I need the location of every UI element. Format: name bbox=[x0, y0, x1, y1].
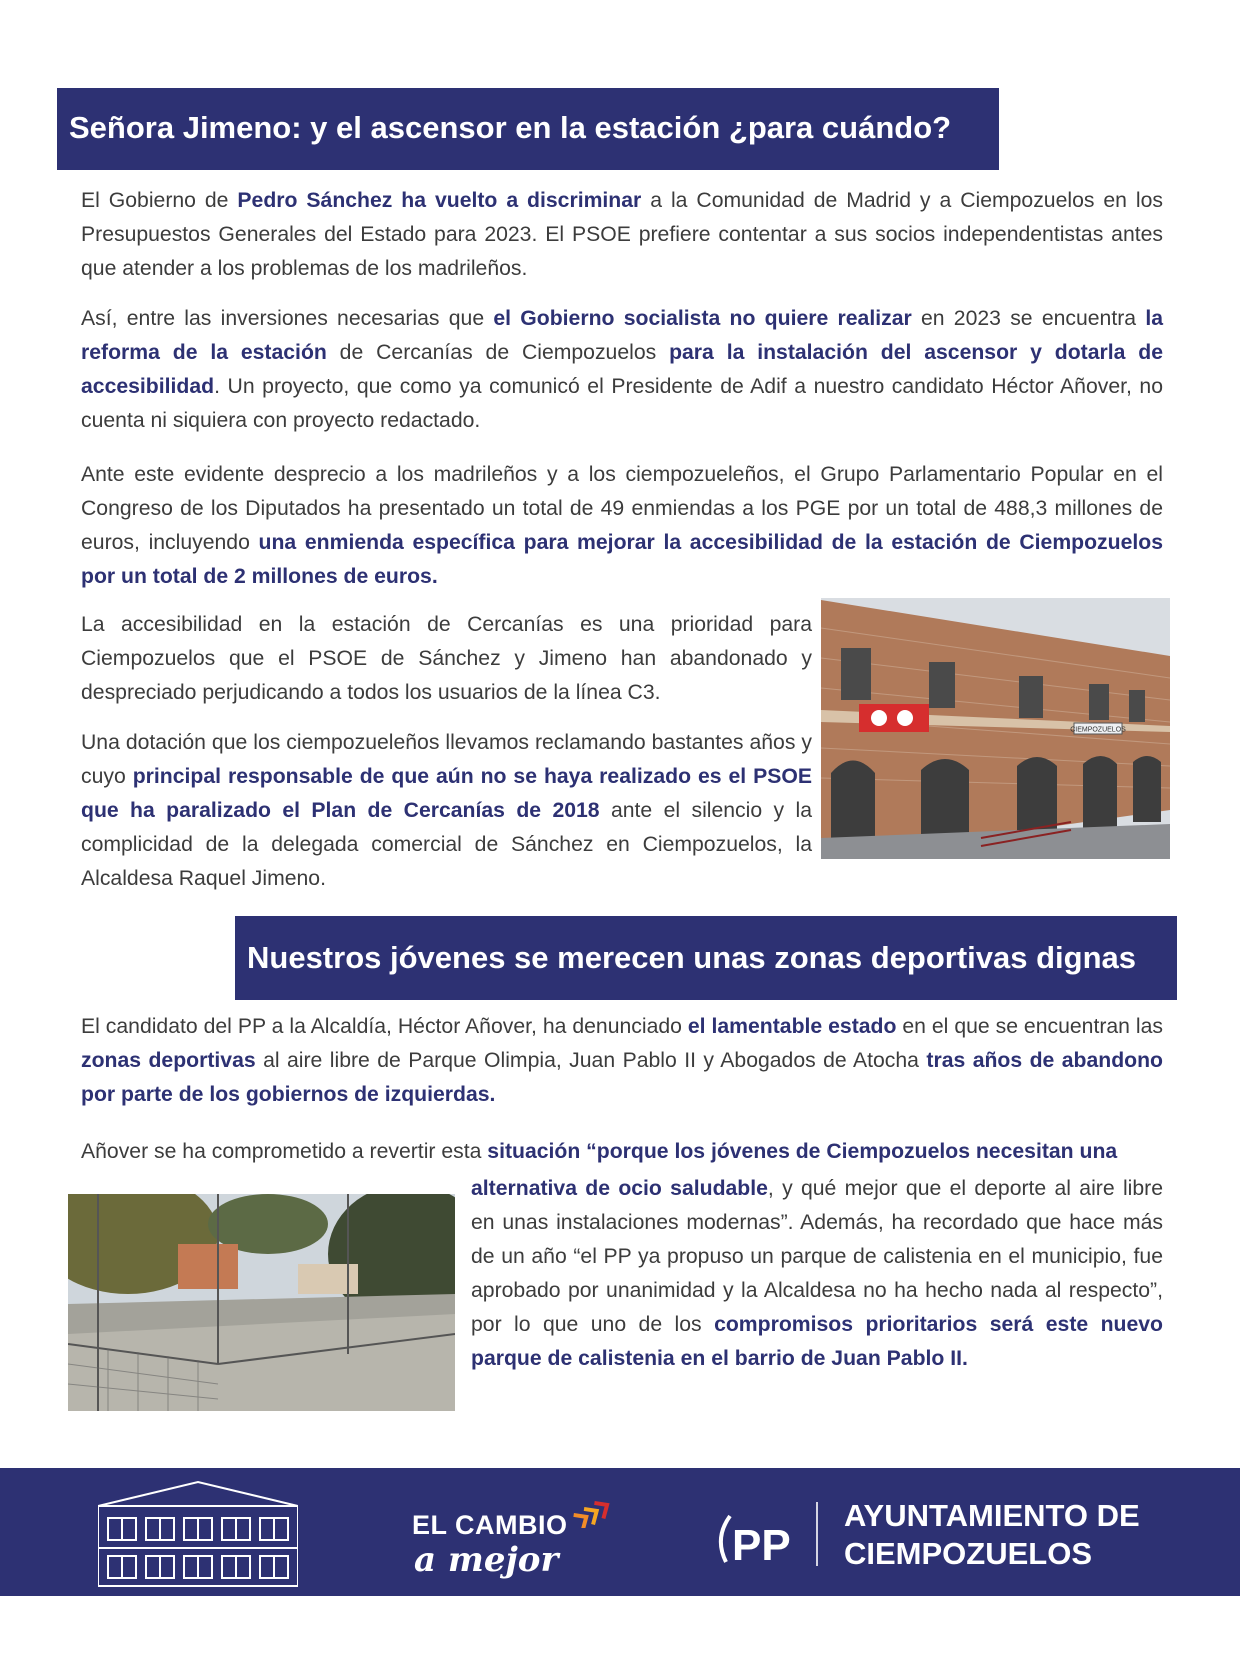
emphasis-text: el Gobierno socialista no quiere realizar bbox=[493, 307, 912, 330]
article2-paragraph-1: El candidato del PP a la Alcaldía, Héctor Añover, ha denunciado el lamentable estado en el que se encuentran las zonas deportivas al aire libre de Parque Olimpia, Juan Pablo II y Abogados de Atocha tras años de abandono por parte de los gobiernos de izquierdas. bbox=[81, 1015, 1163, 1106]
article1-paragraph-3: Ante este evidente desprecio a los madrileños y a los ciempozueleños, el Grupo Parlamentario Popular en el Congreso de los Diputados ha presentado un total de 49 enmiendas a los PGE por un total de 488,3 millones de euros, incluyendo una enmienda específica para mejorar la accesibilidad de la estación de Ciempozuelos por un total de 2 millones de euros. bbox=[81, 463, 1163, 588]
org-name-line-1: AYUNTAMIENTO DE bbox=[844, 1498, 1140, 1533]
chevrons-icon bbox=[571, 1498, 611, 1528]
article2-title: Nuestros jóvenes se merecen unas zonas deportivas dignas bbox=[235, 916, 1177, 1000]
slogan-line-2: a mejor bbox=[414, 1540, 559, 1580]
footer-divider bbox=[816, 1502, 818, 1566]
emphasis-text: la reforma de la estación bbox=[81, 307, 1163, 364]
article1-paragraph-1: El Gobierno de Pedro Sánchez ha vuelto a discriminar a la Comunidad de Madrid y a Ciempozuelos en los Presupuestos Generales del Estado para 2023. El PSOE prefiere contentar a sus socios independentistas antes que atender a los problemas de los madrileños. bbox=[81, 189, 1163, 280]
emphasis-text: principal responsable de que aún no se haya realizado es el PSOE que ha paralizado el Plan de Cercanías de 2018 bbox=[81, 765, 812, 822]
station-sign-text: CIEMPOZUELOS bbox=[1070, 726, 1126, 734]
emphasis-text: zonas deportivas bbox=[81, 1049, 256, 1072]
emphasis-text: situación “porque los jóvenes de Ciempozuelos necesitan una bbox=[487, 1140, 1118, 1163]
sports-court-photo bbox=[68, 1194, 455, 1411]
footer-band bbox=[0, 1468, 1240, 1596]
emphasis-text: tras años de abandono por parte de los gobiernos de izquierdas. bbox=[81, 1049, 1163, 1106]
emphasis-text: compromisos prioritarios será este nuevo parque de calistenia en el barrio de Juan Pablo II. bbox=[471, 1313, 1163, 1370]
article1-paragraph-2: Así, entre las inversiones necesarias que el Gobierno socialista no quiere realizar en 2023 se encuentra la reforma de la estación de Cercanías de Ciempozuelos para la instalación del ascensor y dotarla de accesibilidad. Un proyecto, que como ya comunicó el Presidente de Adif a nuestro candidato Héctor Añover, no cuenta ni siquiera con proyecto redactado. bbox=[81, 307, 1163, 432]
slogan-line-1: EL CAMBIO bbox=[412, 1510, 568, 1540]
svg-text:PP: PP bbox=[732, 1521, 791, 1570]
emphasis-text: una enmienda específica para mejorar la accesibilidad de la estación de Ciempozuelos por un total de 2 millones de euros. bbox=[81, 531, 1163, 588]
station-photo bbox=[821, 598, 1170, 859]
emphasis-text: el lamentable estado bbox=[687, 1015, 897, 1038]
emphasis-text: alternativa de ocio saludable bbox=[471, 1177, 768, 1200]
article1-title: Señora Jimeno: y el ascensor en la estación ¿para cuándo? bbox=[57, 88, 999, 170]
pp-logo bbox=[712, 1510, 802, 1570]
article1-paragraph-4: La accesibilidad en la estación de Cercanías es una prioridad para Ciempozuelos que el PSOE de Sánchez y Jimeno han abandonado y despreciado perjudicando a todos los usuarios de la línea C3. bbox=[81, 613, 812, 704]
emphasis-text: Pedro Sánchez ha vuelto a discriminar bbox=[237, 189, 642, 212]
town-hall-icon bbox=[98, 1478, 298, 1588]
article2-paragraph-2-line-1: Añover se ha comprometido a revertir esta situación “porque los jóvenes de Ciempozuelos necesitan una bbox=[81, 1140, 1118, 1163]
article1-paragraph-5: Una dotación que los ciempozueleños llevamos reclamando bastantes años y cuyo principal responsable de que aún no se haya realizado es el PSOE que ha paralizado el Plan de Cercanías de 2018 ante el silencio y la complicidad de la delegada comercial de Sánchez en Ciempozuelos, la Alcaldesa Raquel Jimeno. bbox=[81, 731, 812, 890]
article2-paragraph-2-rest: alternativa de ocio saludable, y qué mejor que el deporte al aire libre en unas instalaciones modernas”. Además, ha recordado que hace más de un año “el PP ya propuso un parque de calistenia en el municipio, fue aprobado por unanimidad y la Alcaldesa no ha hecho nada al respecto”, por lo que uno de los compromisos prioritarios será este nuevo parque de calistenia en el barrio de Juan Pablo II. bbox=[471, 1177, 1163, 1370]
org-name-line-2: CIEMPOZUELOS bbox=[844, 1536, 1093, 1571]
emphasis-text: para la instalación del ascensor y dotarla de accesibilidad bbox=[81, 341, 1163, 398]
